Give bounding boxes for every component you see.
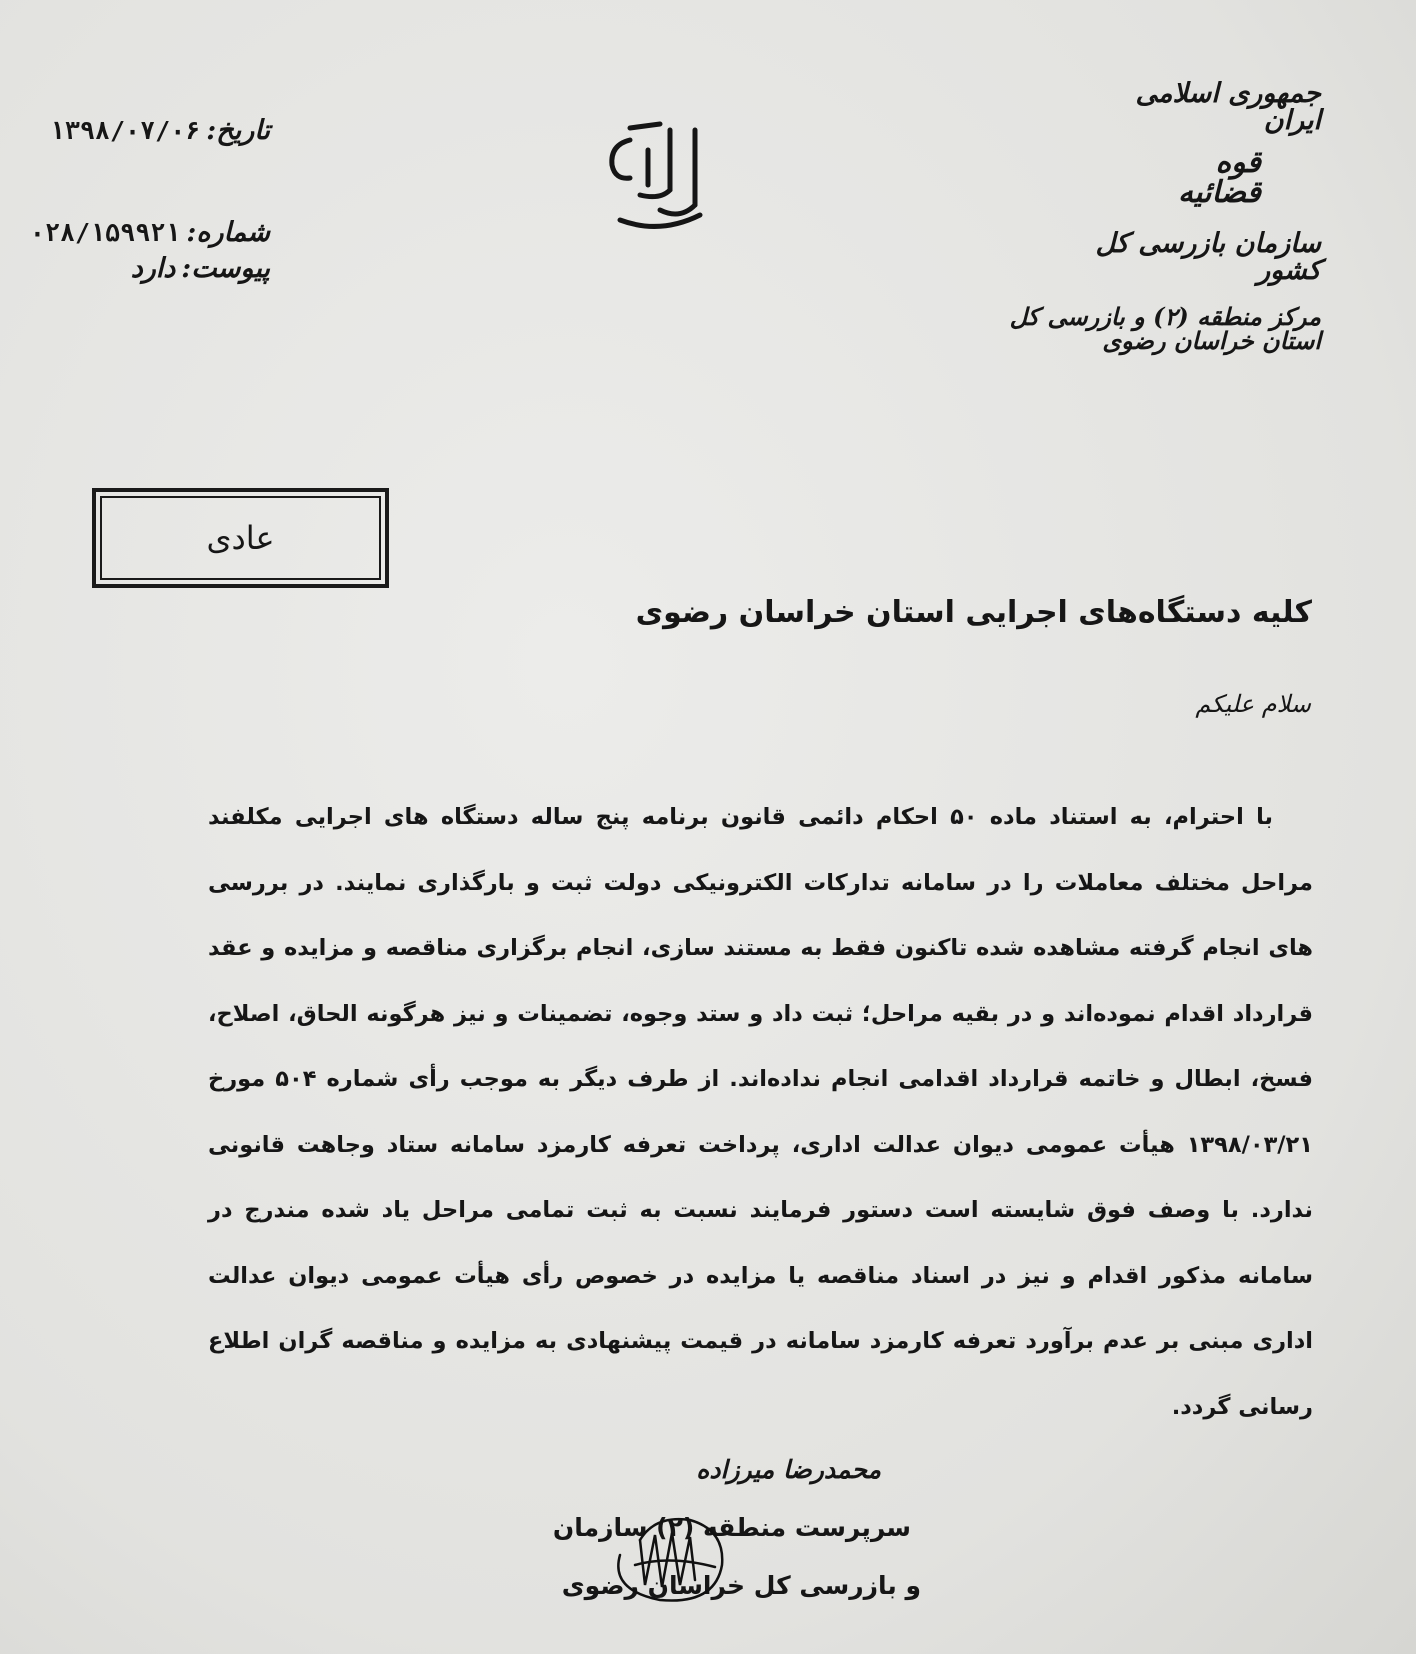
handwritten-signature (600, 1495, 740, 1610)
attachment-value: دارد (130, 253, 176, 284)
number-value: ۰۲۸/۱۵۹۹۲۱ (29, 218, 181, 247)
letterhead-judiciary: قوه قضائیه (1178, 145, 1261, 210)
date-row (50, 115, 270, 146)
signature-icon (600, 1495, 740, 1610)
attachment-label: پیوست: (181, 253, 270, 284)
signer-title-2: و بازرسی کل خراسان رضوی (561, 1571, 921, 1600)
basmala-icon (600, 110, 720, 240)
number-label: شماره: (186, 217, 270, 248)
basmala-calligraphy (600, 110, 720, 240)
letter-body (208, 785, 1313, 1440)
letterhead-country: جمهوری اسلامی ایران (1135, 78, 1321, 136)
attachment-row (131, 253, 270, 284)
letterhead-organization: سازمان بازرسی کل کشور (1095, 228, 1321, 286)
date-value: ۱۳۹۸/۰۷/۰۶ (49, 116, 201, 145)
greeting: سلام علیکم (1195, 690, 1311, 718)
date-label: تاریخ: (206, 115, 270, 146)
number-row (30, 185, 270, 248)
recipient-line: کلیه دستگاه‌های اجرایی استان خراسان رضوی (635, 595, 1312, 630)
signer-name: محمدرضا میرزاده (696, 1455, 881, 1484)
classification-box: عادی (92, 488, 389, 588)
body-paragraph: با احترام، به استناد ماده ۵۰ احکام دائمی قانون برنامه پنج ساله دستگاه های اجرایی مکلفند مراحل مختلف معاملات را در سامانه تدارکات الکترونیکی دولت ثبت و بارگذاری نمایند. در بررسی های انجام گرفته مشاهده شده تاکنون فقط به مستند سازی، انجام برگزاری مناقصه و مزایده و عقد قرارداد اقدام نموده‌اند و در بقیه مراحل؛ ثبت داد و ستد وجوه، تضمینات و نیز هرگونه الحاق، اصلاح، فسخ، ابطال و خاتمه قرارداد اقدامی انجام نداده‌اند. از طرف دیگر به موجب رأی شماره ۵۰۴ مورخ ۱۳۹۸/۰۳/۲۱ هیأت عمومی دیوان عدالت اداری، پرداخت تعرفه کارمزد سامانه ستاد وجاهت قانونی ندارد. با وصف فوق شایسته است دستور فرمایند نسبت به ثبت تمامی مراحل یاد شده مندرج در سامانه مذکور اقدام و نیز در اسناد مناقصه یا مزایده در خصوص رأی هیأت عمومی دیوان عدالت اداری مبنی بر عدم برآورد تعرفه کارمزد سامانه در قیمت پیشنهادی به مزایده و مناقصه گران اطلاع رسانی گردد. (208, 804, 1313, 1420)
signer-title: سرپرست منطقه (۲) سازمان (552, 1513, 911, 1542)
letterhead-regional-center: مرکز منطقه (۲) و بازرسی کل استان خراسان رضوی (1009, 302, 1321, 355)
